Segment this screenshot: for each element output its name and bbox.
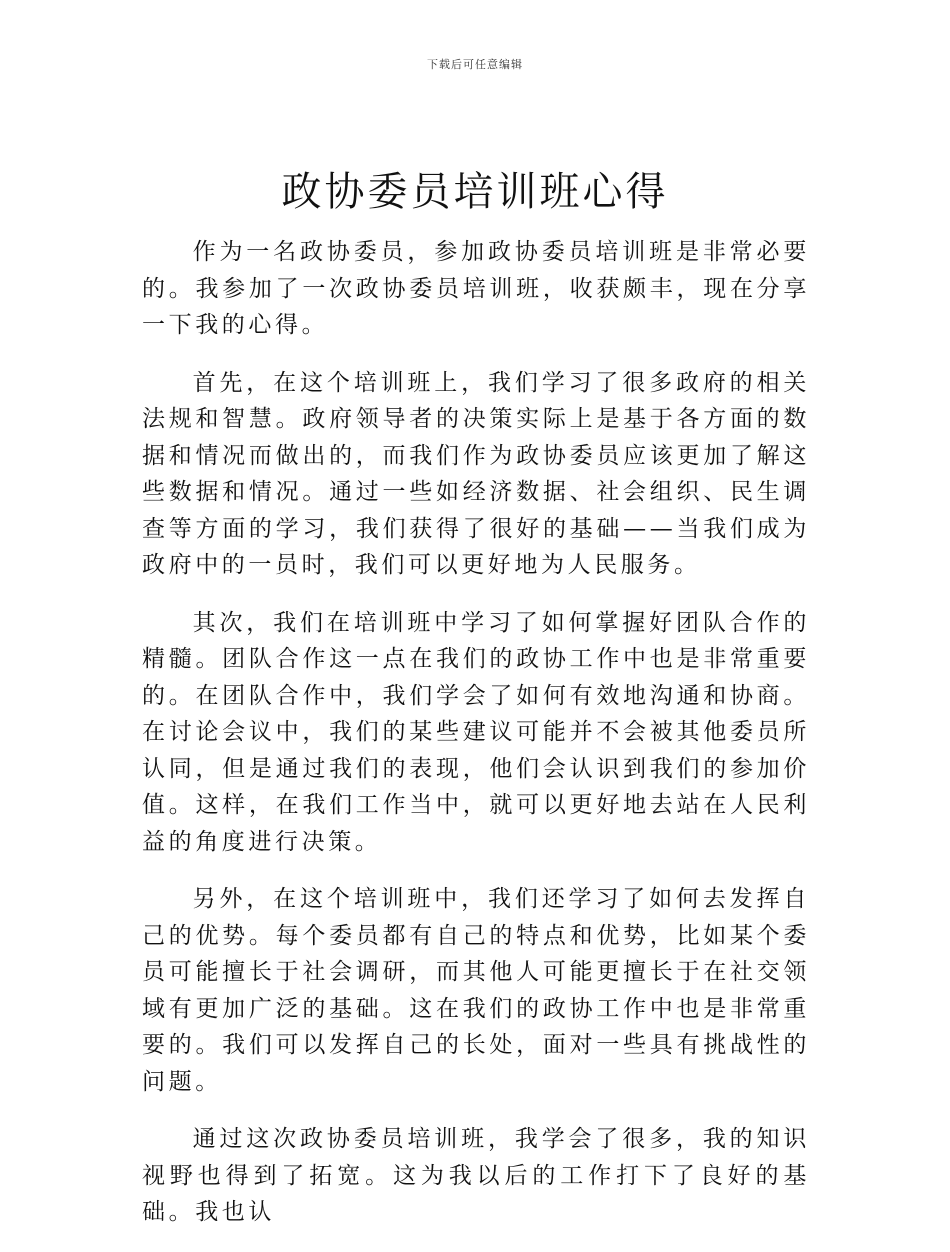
paragraph-4: 另外，在这个培训班中，我们还学习了如何去发挥自己的优势。每个委员都有自己的特点和优势，比如某个委员可能擅长于社会调研，而其他人可能更擅长于在社交领域有更加广泛的基础。这在我们的政协工作中也是非常重要的。我们可以发挥自己的长处，面对一些具有挑战性的问题。	[142, 886, 810, 1095]
document-body	[142, 234, 810, 1252]
document-title: 政协委员培训班心得	[281, 169, 669, 215]
paragraph-5: 通过这次政协委员培训班，我学会了很多，我的知识视野也得到了拓宽。这为我以后的工作打下了良好的基础。我也认	[142, 1126, 810, 1225]
paragraph-1: 作为一名政协委员，参加政协委员培训班是非常必要的。我参加了一次政协委员培训班，收获颇丰，现在分享一下我的心得。	[142, 239, 810, 338]
paragraph-3: 其次，我们在培训班中学习了如何掌握好团队合作的精髓。团队合作这一点在我们的政协工作中也是非常重要的。在团队合作中，我们学会了如何有效地沟通和协商。在讨论会议中，我们的某些建议可能并不会被其他委员所认同，但是通过我们的表现，他们会认识到我们的参加价值。这样，在我们工作当中，就可以更好地去站在人民利益的角度进行决策。	[142, 609, 810, 855]
paragraph-2: 首先，在这个培训班上，我们学习了很多政府的相关法规和智慧。政府领导者的决策实际上是基于各方面的数据和情况而做出的，而我们作为政协委员应该更加了解这些数据和情况。通过一些如经济数据、社会组织、民生调查等方面的学习，我们获得了很好的基础——当我们成为政府中的一员时，我们可以更好地为人民服务。	[142, 369, 810, 578]
header-note: 下载后可任意编辑	[427, 58, 523, 71]
